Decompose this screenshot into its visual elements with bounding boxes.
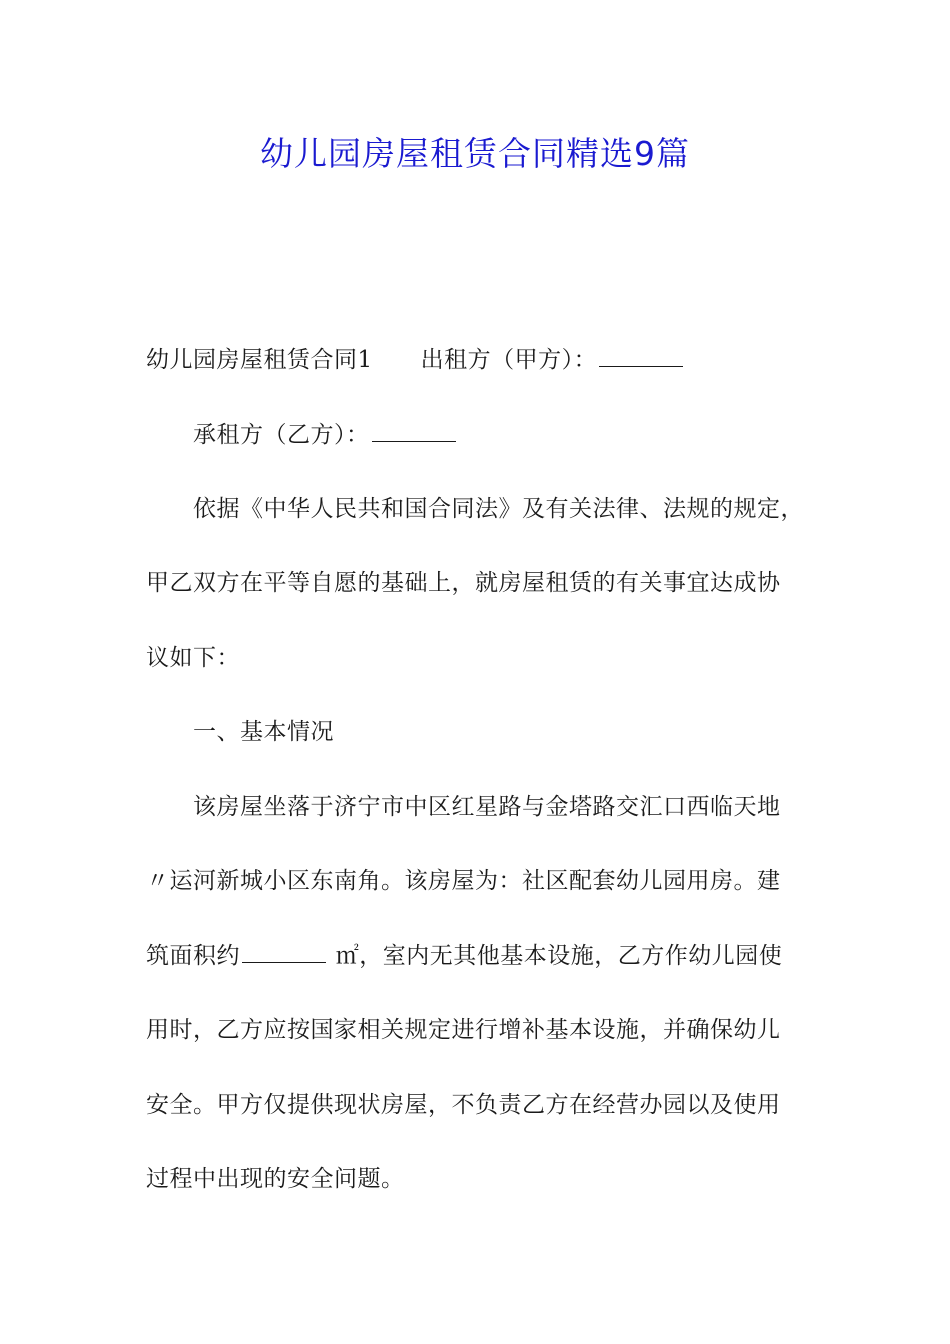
area-suffix: ㎡，室内无其他基本设施，乙方作幼儿园使: [328, 943, 783, 969]
preamble-line-2: 甲乙双方在平等自愿的基础上，就房屋租赁的有关事宜达成协: [146, 570, 781, 596]
lessee-blank: [372, 421, 456, 442]
lessor-blank: [599, 346, 683, 367]
section1-line-1: 该房屋坐落于济宁市中区红星路与金塔路交汇口西临天地: [193, 794, 781, 820]
lessee-label: 承租方（乙方）：: [193, 422, 370, 448]
section1-line-2: 〃运河新城小区东南角。该房屋为：社区配套幼儿园用房。建: [146, 868, 781, 894]
lessee-line: [193, 420, 458, 450]
document-title: 幼儿园房屋租赁合同精选9篇: [260, 134, 690, 173]
section1-line-3: [146, 941, 782, 971]
area-blank: [242, 942, 326, 963]
contract-heading: 幼儿园房屋租赁合同1: [146, 347, 373, 373]
preamble-line-3: 议如下：: [146, 645, 240, 671]
area-prefix: 筑面积约: [146, 943, 240, 969]
contract-heading-line: [146, 345, 685, 375]
section1-line-5: 安全。甲方仅提供现状房屋，不负责乙方在经营办园以及使用: [146, 1092, 781, 1118]
section1-heading: 一、基本情况: [193, 719, 334, 745]
section1-line-6: 过程中出现的安全问题。: [146, 1166, 405, 1192]
section1-line-4: 用时，乙方应按国家相关规定进行增补基本设施，并确保幼儿: [146, 1017, 781, 1043]
preamble-line-1: 依据《中华人民共和国合同法》及有关法律、法规的规定，: [193, 496, 804, 522]
lessor-label: 出租方（甲方）：: [420, 347, 598, 373]
